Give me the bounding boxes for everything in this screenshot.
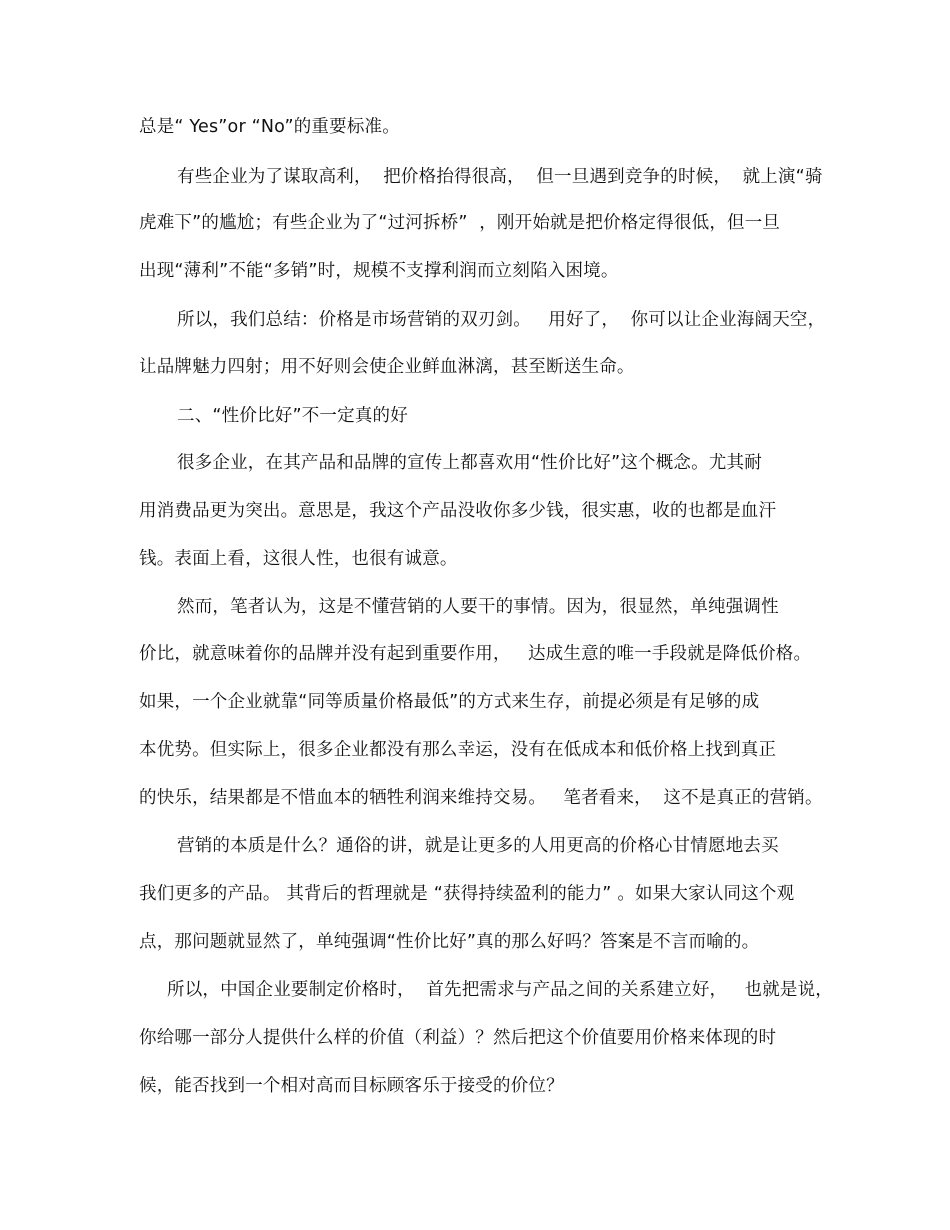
text-line-20: 你给哪一部分人提供什么样的价值（利益）？然后把这个价值要用价格来体现的时 <box>139 1028 777 1048</box>
text-line-17: 我们更多的产品。 其背后的哲理就是 “获得持续盈利的能力” 。如果大家认同这个观 <box>139 884 795 904</box>
text-line-8: 很多企业，在其产品和品牌的宣传上都喜欢用“性价比好”这个概念。尤其耐 <box>177 453 762 473</box>
text-line-4: 出现“薄利”不能“多销”时，规模不支撑利润而立刻陷入困境。 <box>139 261 619 281</box>
text-line-6: 让品牌魅力四射；用不好则会使企业鲜血淋漓，甚至断送生命。 <box>139 357 635 377</box>
text-line-10: 钱。表面上看，这很人性，也很有诚意。 <box>139 549 458 569</box>
text-line-1: 总是“ Yes”or “No”的重要标准。 <box>139 117 400 137</box>
text-line-2: 有些企业为了谋取高利， 把价格抬得很高， 但一旦遇到竞争的时候， 就上演“骑 <box>177 167 823 187</box>
text-line-5: 所以，我们总结：价格是市场营销的双刃剑。 用好了， 你可以让企业海阔天空， <box>177 310 826 330</box>
text-line-14: 本优势。但实际上，很多企业都没有那么幸运，没有在低成本和低价格上找到真正 <box>139 740 777 760</box>
text-line-13: 如果，一个企业就靠“同等质量价格最低”的方式来生存，前提必须是有足够的成 <box>139 692 760 712</box>
text-line-15: 的快乐，结果都是不惜血本的牺牲利润来维持交易。 笔者看来， 这不是真正的营销。 <box>139 788 823 808</box>
text-line-16: 营销的本质是什么？通俗的讲，就是让更多的人用更高的价格心甘情愿地去买 <box>177 836 779 856</box>
text-line-18: 点，那问题就显然了，单纯强调“性价比好”真的那么好吗？答案是不言而喻的。 <box>139 932 760 952</box>
text-line-3: 虎难下”的尴尬；有些企业为了“过河拆桥” ，刚开始就是把价格定得很低，但一旦 <box>139 213 781 233</box>
text-line-21: 候，能否找到一个相对高而目标顾客乐于接受的价位？ <box>139 1076 564 1096</box>
section-heading: 二、“性价比好”不一定真的好 <box>177 406 408 426</box>
text-line-19: 所以，中国企业要制定价格时， 首先把需求与产品之间的关系建立好， 也就是说， <box>167 980 834 1000</box>
text-line-12: 价比，就意味着你的品牌并没有起到重要作用， 达成生意的唯一手段就是降低价格。 <box>139 644 812 664</box>
text-line-11: 然而，笔者认为，这是不懂营销的人要干的事情。因为，很显然，单纯强调性 <box>177 597 779 617</box>
text-line-9: 用消费品更为突出。意思是，我这个产品没收你多少钱，很实惠，收的也都是血汗 <box>139 501 777 521</box>
